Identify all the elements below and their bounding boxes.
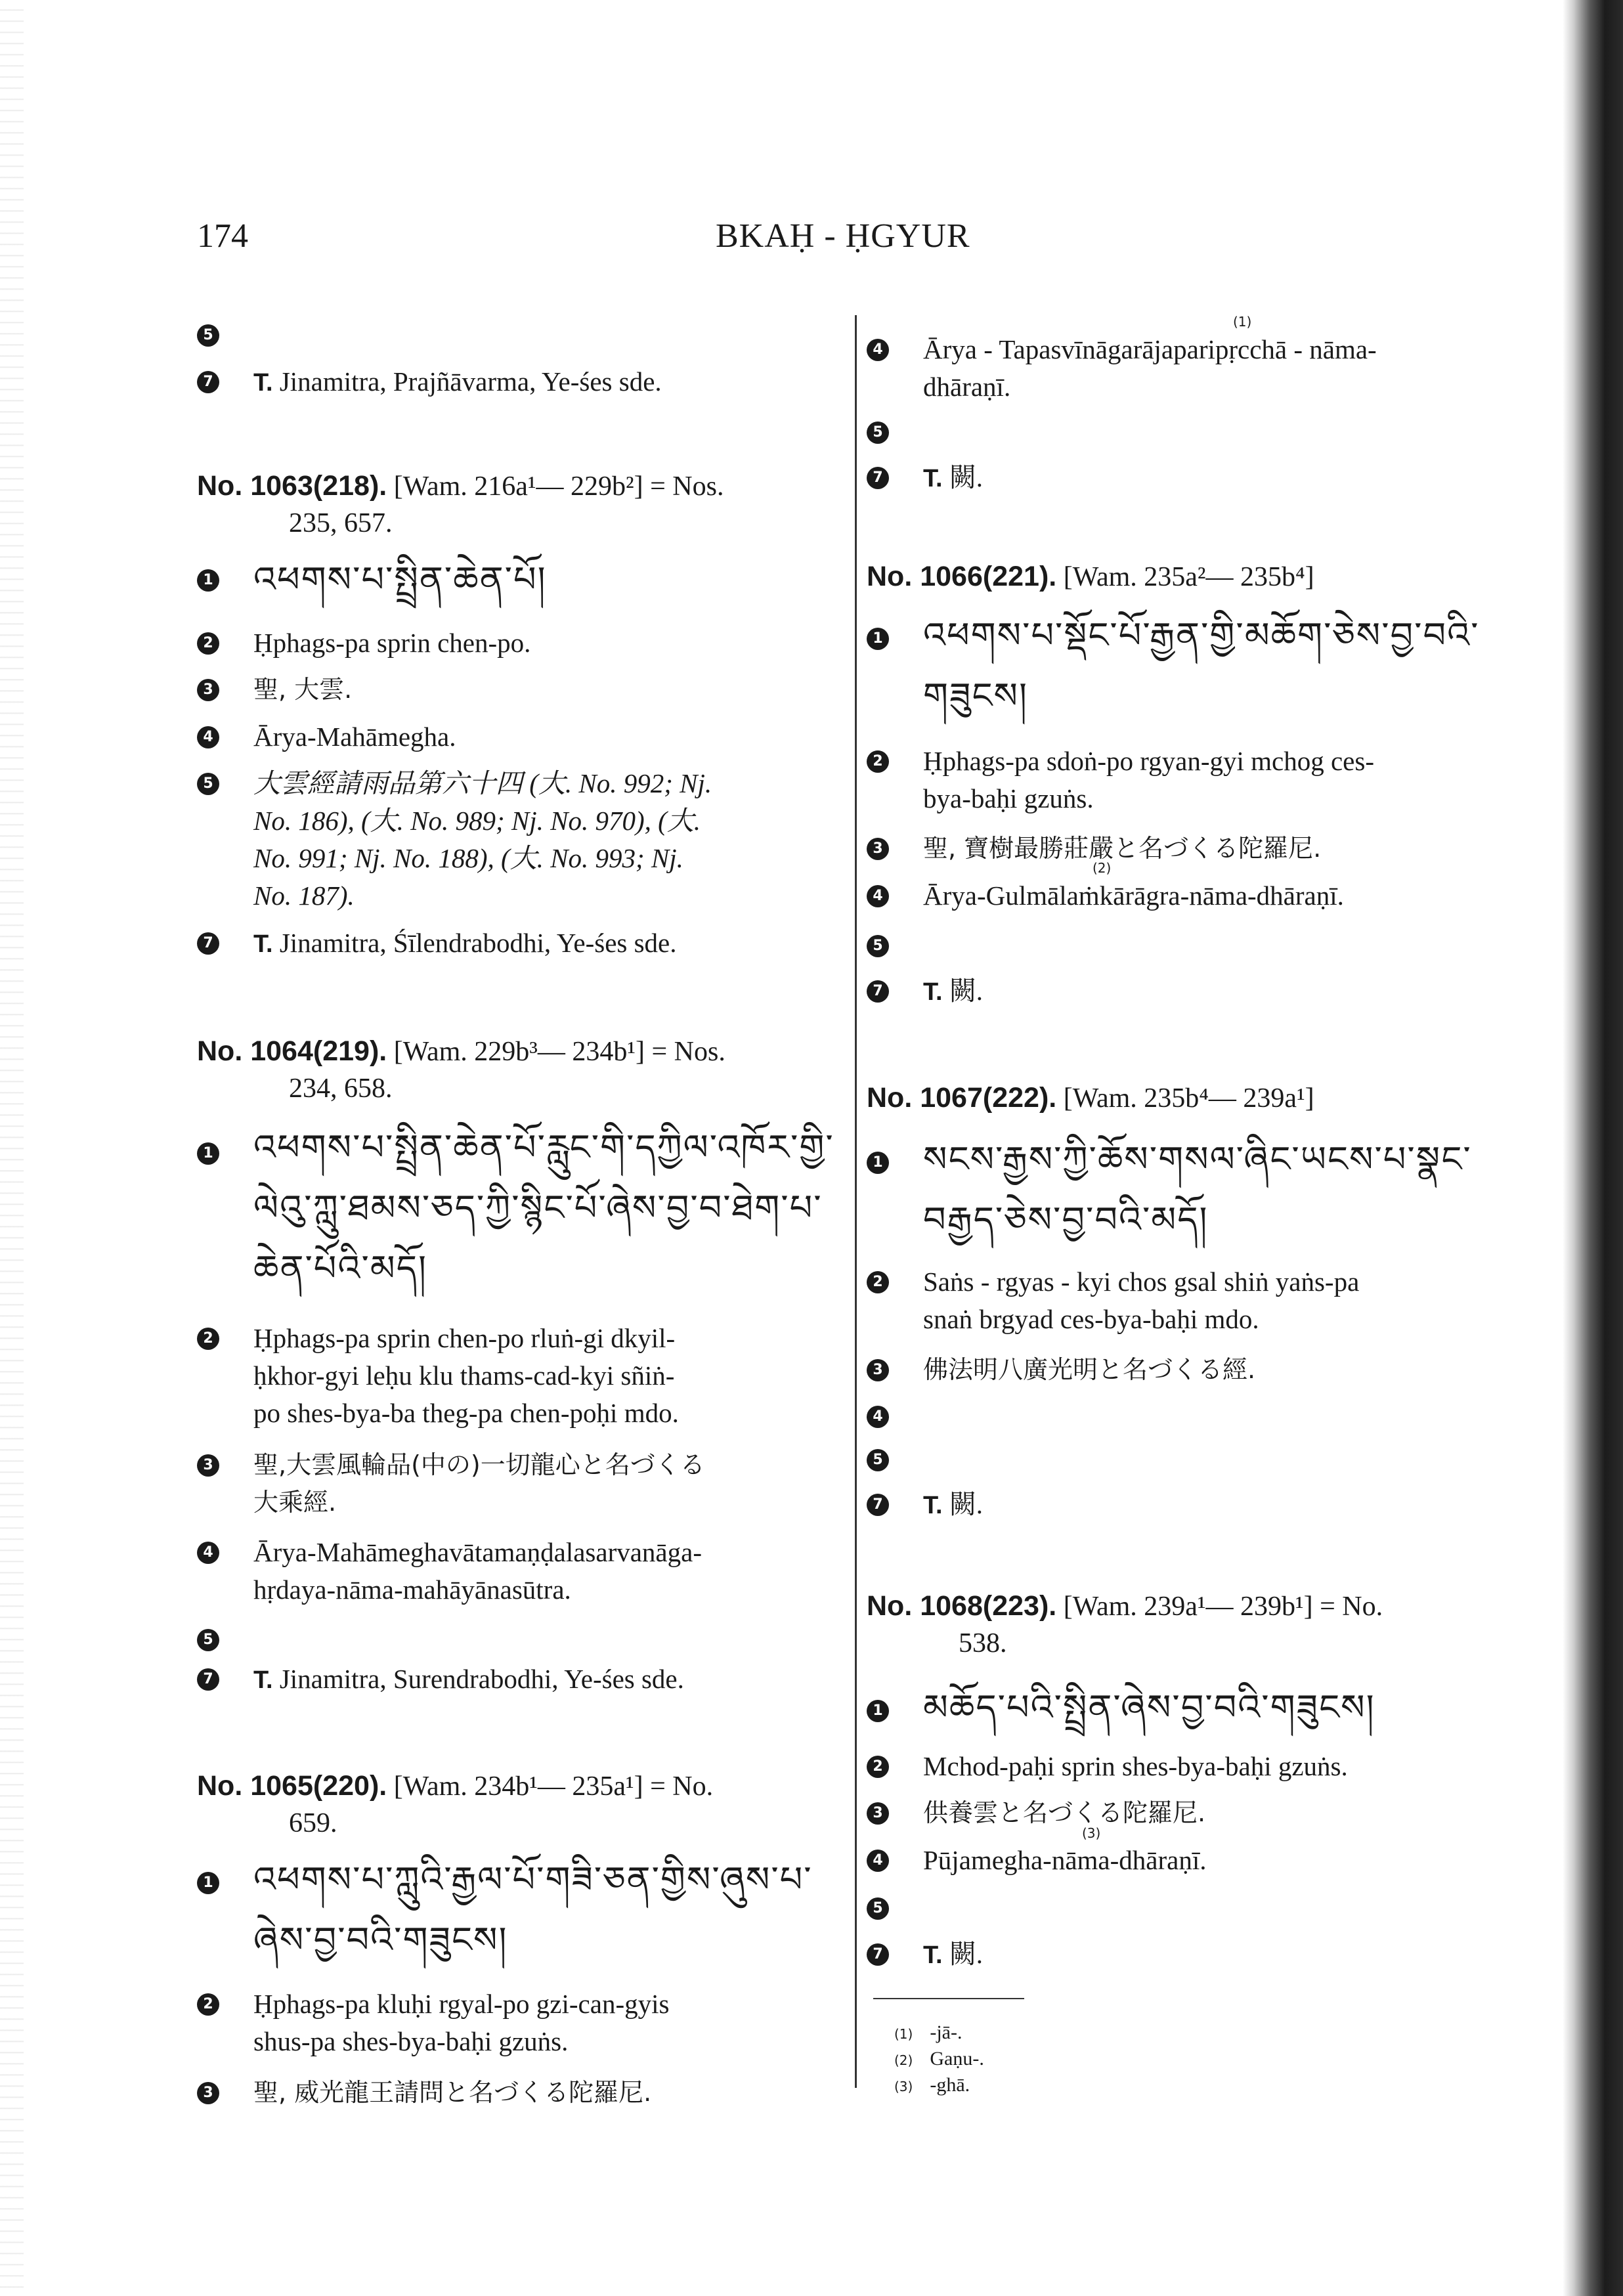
bullet-7: 7 [867,1494,889,1516]
entry-subnumber: (219). [313,1035,387,1067]
entry-heading [867,558,1314,596]
entry-heading [197,1033,725,1107]
entry-subnumber: (220). [313,1770,387,1802]
scan-edge-left [0,0,24,2296]
bullet-1: 1 [867,1700,889,1722]
translators: 闕. [949,976,984,1006]
bullet-5: 5 [867,422,889,444]
bullet-4: 4 [867,1406,889,1428]
bullet-7: 7 [197,1668,219,1691]
entry-number: No. 1063 [197,470,313,502]
tibetan-title: འཕགས་པ་སྤྲིན་ཆེན་པོ། [253,560,547,599]
translators: Jinamitra, Śīlendrabodhi, Ye-śes sde. [279,928,677,958]
bullet-2: 2 [867,750,889,773]
bullet-7: 7 [867,980,889,1003]
running-title: BKAḤ - ḤGYUR [716,217,970,255]
bullet-1: 1 [197,1142,219,1165]
entry-reference-cont: 538. [959,1628,1007,1658]
transliteration: Ḥphags-pa sprin chen-po rluṅ-gi dkyil- ḥkhor-gyi leḥu klu thams-cad-kyi sñiṅ- po shes-bya-ba theg-pa chen-poḥi mdo. [253,1323,679,1428]
bullet-1: 1 [197,569,219,592]
japanese-title: 佛法明八廣光明と名づくる經. [923,1355,1256,1384]
page-number: 174 [197,217,248,255]
bullet-3: 3 [867,1802,889,1825]
bullet-3: 3 [867,838,889,860]
bullet-5: 5 [867,1897,889,1920]
footnote [894,2046,984,2073]
footnote-mark: (3) [894,2079,913,2094]
japanese-title: 聖, 大雲. [253,675,353,704]
entry-reference: [Wam. 235b⁴— 239a¹] [1063,1083,1314,1114]
bullet-1: 1 [867,628,889,650]
footnote-marker: (2) [1093,860,1112,876]
footnote-rule [873,1998,1024,1999]
transliteration: Ḥphags-pa kluḥi rgyal-po gzi-can-gyis shus-pa shes-bya-baḥi gzuṅs. [253,1989,670,2056]
bullet-4: 4 [867,339,889,361]
sanskrit-title: Ārya - Tapasvīnāgarājaparipṛcchā - nāma- dhāraṇī. [923,334,1377,402]
entry-reference: [Wam. 216a¹— 229b²] = Nos. [393,471,724,502]
bullet-5: 5 [197,1629,219,1651]
translator-tag: T. [923,1492,943,1519]
entry-heading [867,1079,1314,1117]
translator-tag: T. [923,465,943,492]
entry-reference-cont: 234, 658. [289,1073,393,1104]
bullet-7: 7 [867,467,889,489]
entry-reference-cont: 235, 657. [289,508,393,538]
entry-reference-cont: 659. [289,1808,337,1838]
chinese-references: 大雲經請雨品第六十四 (大. No. 992; Nj. No. 186), (大. No. 989; Nj. No. 970), (大. No. 991; Nj. No. 188), (大. No. 993; Nj. No. 187). [253,768,712,911]
entry-reference: [Wam. 234b¹— 235a¹] = No. [393,1771,714,1802]
bullet-4: 4 [867,885,889,907]
sanskrit-title: Ārya-Gulmālaṁkārāgra-nāma-dhāraṇī. [923,880,1344,911]
translators: 闕. [949,1489,984,1519]
column-divider [855,315,857,2088]
entry-heading [197,1767,713,1842]
bullet-4: 4 [197,726,219,748]
japanese-title: 聖, 寶樹最勝莊嚴と名づくる陀羅尼. [923,834,1322,863]
footnote [894,2072,970,2100]
bullet-2: 2 [197,1993,219,2016]
japanese-title: 供養雲と名づくる陀羅尼. [923,1798,1206,1827]
entry-number: No. 1067 [867,1082,983,1114]
bullet-3: 3 [197,679,219,701]
bullet-1: 1 [197,1872,219,1894]
bullet-4: 4 [197,1542,219,1564]
bullet-3: 3 [197,1454,219,1477]
entry-number: No. 1068 [867,1590,983,1622]
footnote-marker: (1) [1233,314,1252,330]
sanskrit-title: Ārya-Mahāmeghavātamaṇḍalasarvanāga- hṛdaya-nāma-mahāyānasūtra. [253,1537,702,1605]
translator-tag: T. [253,930,273,958]
sanskrit-title: Pūjamegha-nāma-dhāraṇī. [923,1845,1207,1875]
bullet-5: 5 [867,935,889,957]
tibetan-title: འཕགས་པ་ཀླུའི་རྒྱལ་པོ་གཟི་ཅན་གྱིས་ཞུས་པ་ ཞེས་བྱ་བའི་གཟུངས། [253,1860,813,1960]
entry-heading [867,1588,1383,1662]
translator-tag: T. [923,1941,943,1969]
tibetan-title: སངས་རྒྱས་ཀྱི་ཆོས་གསལ་ཞིང་ཡངས་པ་སྣང་ བརྒྱད་ཅེས་བྱ་བའི་མདོ། [923,1140,1472,1240]
footnote-text: -jā-. [930,2022,963,2043]
footnote-marker: (3) [1082,1825,1101,1841]
tibetan-title: མཆོད་པའི་སྤྲིན་ཞེས་བྱ་བའི་གཟུངས། [923,1688,1375,1727]
entry-number: No. 1064 [197,1035,313,1067]
entry-number: No. 1065 [197,1770,313,1802]
scan-edge-right [1563,0,1623,2296]
bullet-2: 2 [197,1328,219,1350]
entry-subnumber: (218). [313,470,387,502]
sanskrit-title: Ārya-Mahāmegha. [253,722,456,752]
translators: Jinamitra, Surendrabodhi, Ye-śes sde. [279,1664,684,1694]
bullet-3: 3 [197,2082,219,2104]
japanese-title: 聖, 威光龍王請問と名づくる陀羅尼. [253,2078,652,2107]
entry-reference: [Wam. 235a²— 235b⁴] [1063,562,1314,592]
entry-subnumber: (221). [982,561,1057,592]
transliteration: Mchod-paḥi sprin shes-bya-baḥi gzuṅs. [923,1751,1348,1781]
japanese-title: 聖,大雲風輪品(中の)一切龍心と名づくる 大乘經. [253,1450,705,1517]
translators: 闕. [949,462,984,492]
transliteration: Ḥphags-pa sdoṅ-po rgyan-gyi mchog ces- bya-baḥi gzuṅs. [923,746,1374,813]
bullet-1: 1 [867,1152,889,1174]
bullet-7: 7 [197,371,219,393]
bullet-5: 5 [197,773,219,795]
bullet-3: 3 [867,1359,889,1381]
bullet-5: 5 [867,1449,889,1471]
entry-subnumber: (223). [982,1590,1057,1622]
transliteration: Saṅs - rgyas - kyi chos gsal shiṅ yaṅs-pa snaṅ brgyad ces-bya-baḥi mdo. [923,1267,1360,1334]
footnote [894,2020,962,2047]
bullet-2: 2 [867,1756,889,1778]
translator-tag: T. [253,369,273,397]
bullet-2: 2 [867,1271,889,1293]
entry-number: No. 1066 [867,561,983,592]
translator-tag: T. [923,978,943,1006]
translators: Jinamitra, Prajñāvarma, Ye-śes sde. [279,366,662,397]
bullet-2: 2 [197,632,219,655]
footnote-text: Gaṇu-. [930,2048,984,2069]
entry-heading [197,467,724,542]
translator-tag: T. [253,1666,273,1694]
entry-reference: [Wam. 229b³— 234b¹] = Nos. [393,1037,725,1067]
transliteration: Ḥphags-pa sprin chen-po. [253,628,531,658]
bullet-7: 7 [197,932,219,955]
footnote-mark: (1) [894,2026,913,2042]
entry-reference: [Wam. 239a¹— 239b¹] = No. [1063,1592,1383,1622]
bullet-4: 4 [867,1850,889,1872]
tibetan-title: འཕགས་པ་སྡོང་པོ་རྒྱན་གྱི་མཆོག་ཅེས་བྱ་བའི་ གཟུངས། [923,616,1480,716]
entry-subnumber: (222). [982,1082,1057,1114]
translators: 闕. [949,1939,984,1969]
bullet-7: 7 [867,1943,889,1966]
tibetan-title: འཕགས་པ་སྤྲིན་ཆེན་པོ་རླུང་གི་དཀྱིལ་འཁོར་གྱི་ ལེའུ་ཀླུ་ཐམས་ཅད་ཀྱི་སྙིང་པོ་ཞེས་བྱ་བ་ཐེག་པ་ ཆེན་པོའི་མདོ། [253,1128,834,1288]
bullet-5: 5 [197,324,219,347]
footnote-text: -ghā. [930,2074,970,2096]
footnote-mark: (2) [894,2052,913,2068]
